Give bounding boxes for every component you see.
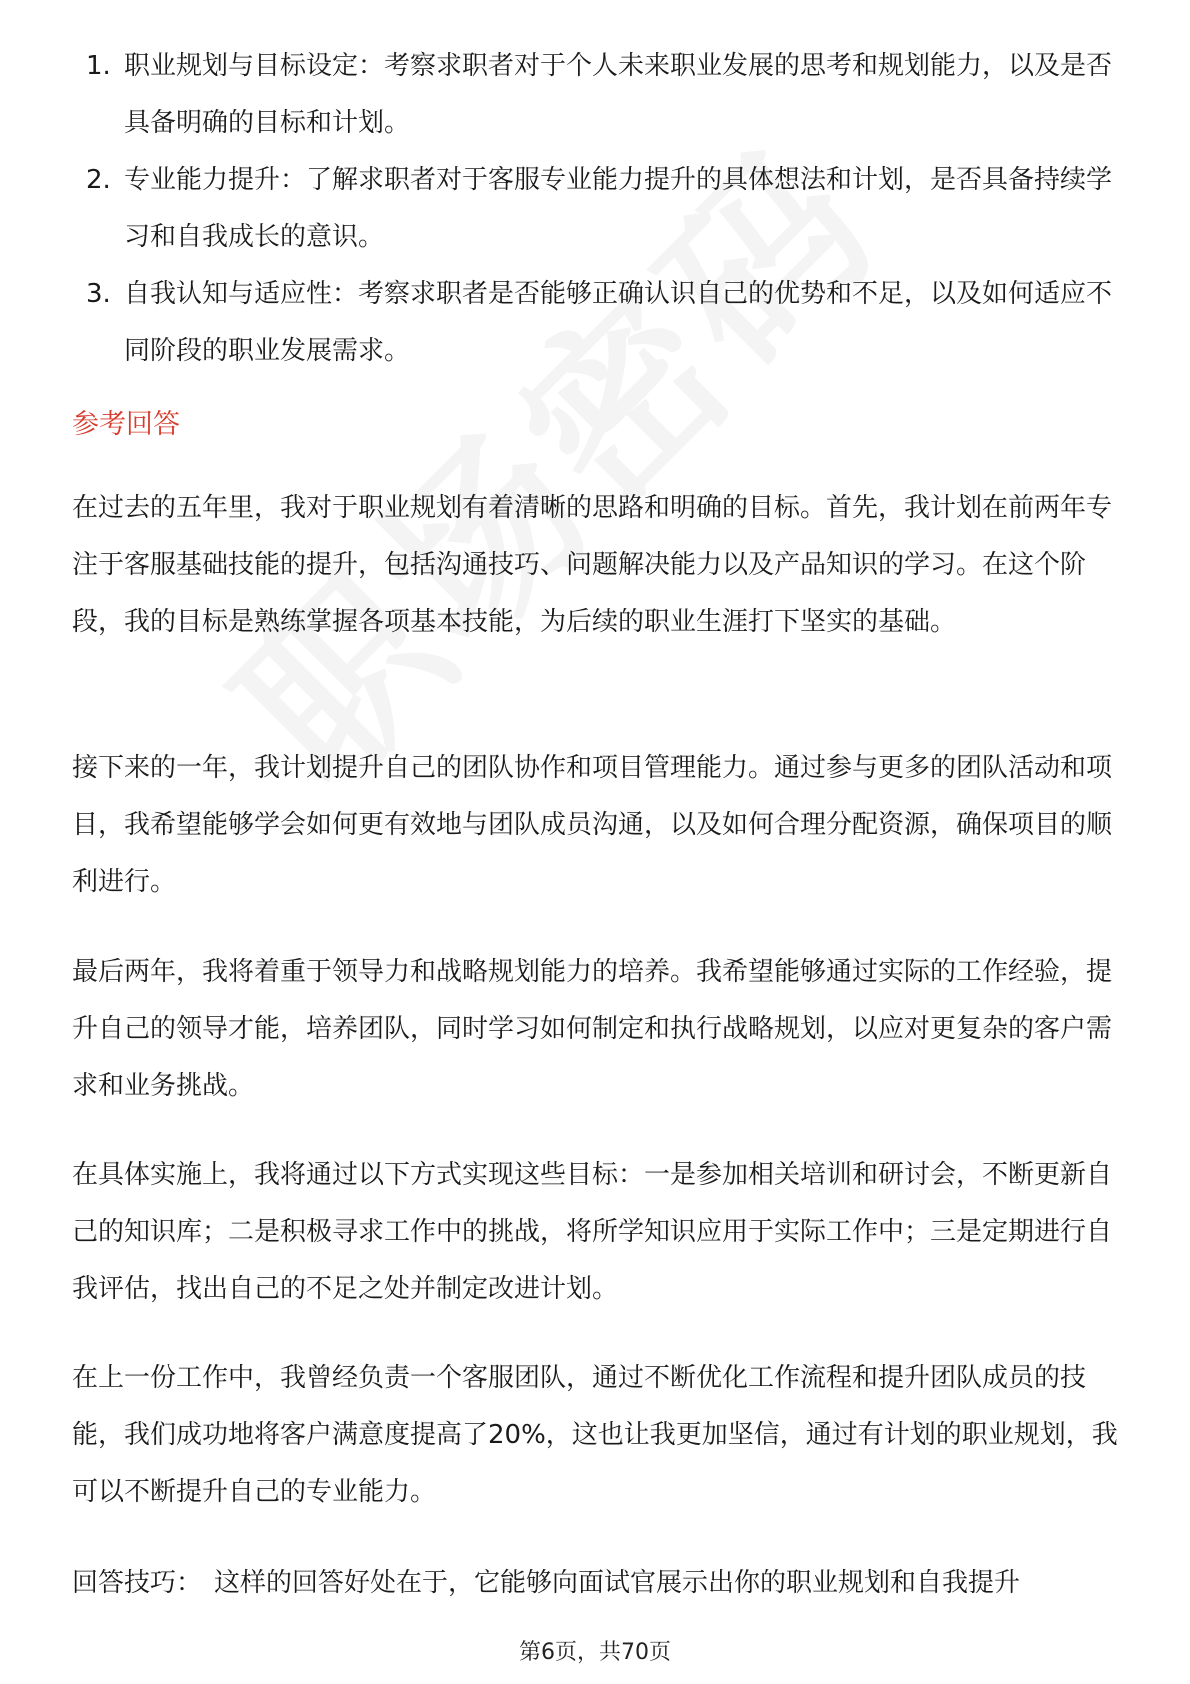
page-number-footer: 第6页，共70页 xyxy=(519,1640,671,1665)
answer-paragraph: 在具体实施上，我将通过以下方式实现这些目标：一是参加相关培训和研讨会，不断更新自己的知识库；二是积极寻求工作中的挑战，将所学知识应用于实际工作中；三是定期进行自我评估，找出自己的不足之处并制定改进计划。 xyxy=(72,1160,1113,1304)
answer-paragraph: 接下来的一年，我计划提升自己的团队协作和项目管理能力。通过参与更多的团队活动和项目，我希望能够学会如何更有效地与团队成员沟通，以及如何合理分配资源，确保项目的顺利进行。 xyxy=(72,753,1113,897)
answer-tip-label: 回答技巧： xyxy=(72,1568,203,1598)
answer-tip xyxy=(72,1555,1122,1612)
evaluation-criteria-list xyxy=(72,38,1122,380)
answer-tip-text: 这样的回答好处在于，它能够向面试官展示出你的职业规划和自我提升 xyxy=(214,1568,1021,1598)
criteria-text: 职业规划与目标设定：考察求职者对于个人未来职业发展的思考和规划能力，以及是否具备明确的目标和计划。 xyxy=(124,51,1113,138)
answer-paragraph: 在上一份工作中，我曾经负责一个客服团队，通过不断优化工作流程和提升团队成员的技能，我们成功地将客户满意度提高了20%，这也让我更加坚信，通过有计划的职业规划，我可以不断提升自己的专业能力。 xyxy=(72,1363,1118,1507)
answer-paragraph: 最后两年，我将着重于领导力和战略规划能力的培养。我希望能够通过实际的工作经验，提升自己的领导才能，培养团队，同时学习如何制定和执行战略规划，以应对更复杂的客户需求和业务挑战。 xyxy=(72,957,1113,1101)
criteria-number: 2. xyxy=(86,165,111,195)
criteria-text: 专业能力提升：了解求职者对于客服专业能力提升的具体想法和计划，是否具备持续学习和自我成长的意识。 xyxy=(124,165,1113,252)
criteria-item xyxy=(72,152,1122,266)
criteria-item xyxy=(72,38,1122,152)
criteria-text: 自我认知与适应性：考察求职者是否能够正确认识自己的优势和不足，以及如何适应不同阶段的职业发展需求。 xyxy=(124,279,1113,366)
answer-paragraph: 在过去的五年里，我对于职业规划有着清晰的思路和明确的目标。首先，我计划在前两年专注于客服基础技能的提升，包括沟通技巧、问题解决能力以及产品知识的学习。在这个阶段，我的目标是熟练掌握各项基本技能，为后续的职业生涯打下坚实的基础。 xyxy=(72,493,1113,637)
criteria-item xyxy=(72,266,1122,380)
criteria-number: 1. xyxy=(86,51,111,81)
section-heading-reference-answer: 参考回答 xyxy=(72,409,180,440)
criteria-number: 3. xyxy=(86,279,111,309)
